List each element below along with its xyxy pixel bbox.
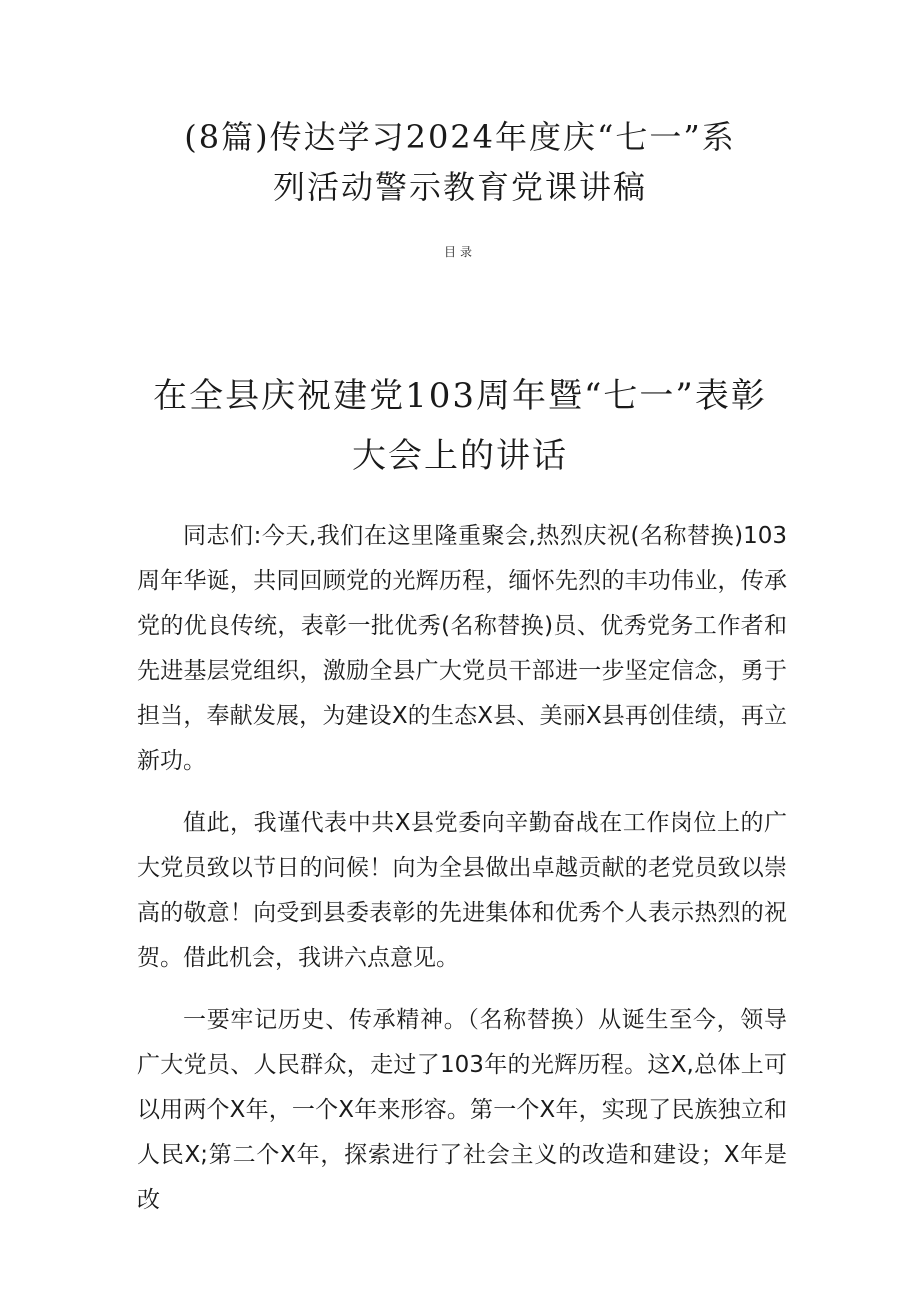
document-title-line-2: 列活动警示教育党课讲稿 [272,168,647,206]
paragraph: 一要牢记历史、传承精神。（名称替换）从诞生至今，领导广大党员、人民群众，走过了103年的光辉历程。这X,总体上可以用两个X年，一个X年来形容。第一个X年，实现了民族独立和人民X;第二个X年，探索进行了社会主义的改造和建设；X年是改 [137,1007,787,1213]
speech-body [137,514,787,1240]
paragraph: 值此，我谨代表中共X县党委向辛勤奋战在工作岗位上的广大党员致以节日的问候！向为全县做出卓越贡献的老党员致以崇高的敬意！向受到县委表彰的先进集体和优秀个人表示热烈的祝贺。借此机会，我讲六点意见。 [137,810,787,971]
table-of-contents-label: 目录 [443,245,476,259]
section-title-line-1: 在全县庆祝建党103周年暨“七一”表彰 [153,376,767,416]
section-title-line-2: 大会上的讲话 [352,436,568,476]
document-title-line-1: (8篇)传达学习2024年度庆“七一”系 [184,118,736,156]
paragraph: 同志们:今天,我们在这里隆重聚会,热烈庆祝(名称替换)103周年华诞，共同回顾党的光辉历程，缅怀先烈的丰功伟业，传承党的优良传统，表彰一批优秀(名称替换)员、优秀党务工作者和先进基层党组织，激励全县广大党员干部进一步坚定信念，勇于担当，奉献发展，为建设X的生态X县、美丽X县再创佳绩，再立新功。 [137,523,787,774]
